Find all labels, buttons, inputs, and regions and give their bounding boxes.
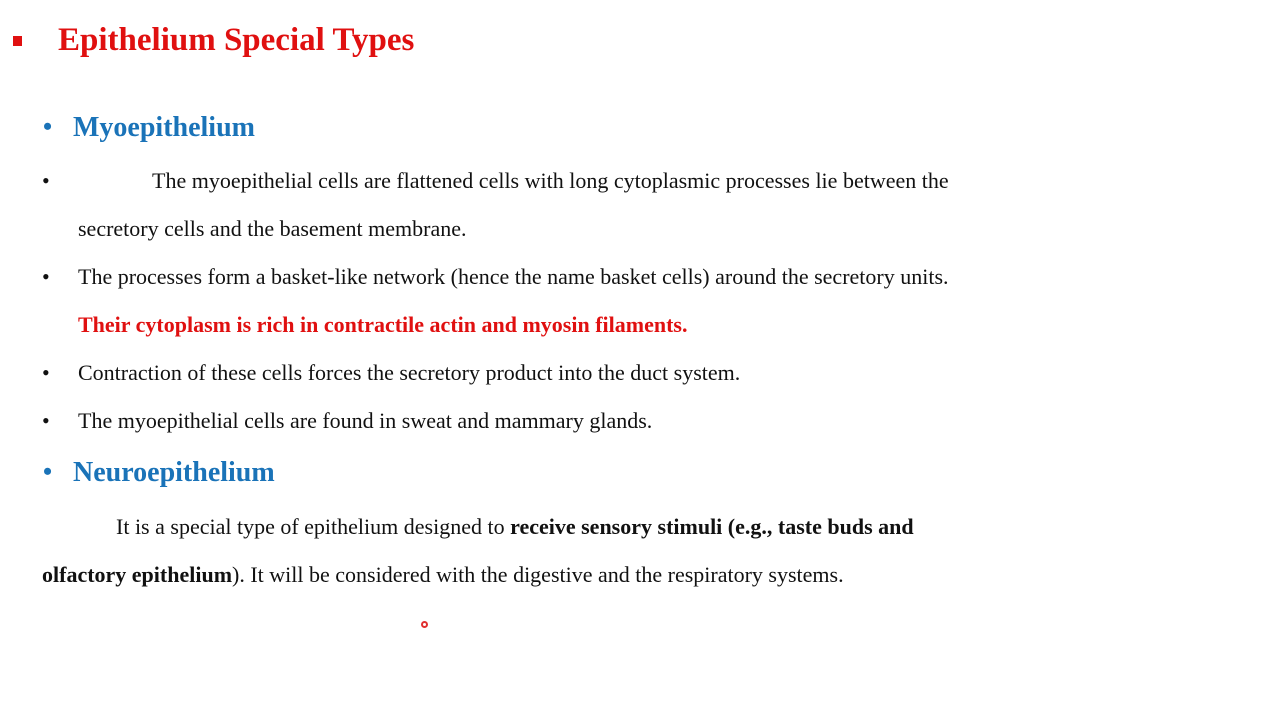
bullet-1: • — [42, 168, 50, 193]
myo-p2-emphasis: Their cytoplasm is rich in contractile actin and myosin filaments. — [78, 312, 688, 337]
neuro-line1-normal: It is a special type of epithelium designed to — [116, 514, 511, 539]
myo-p3: Contraction of these cells forces the secretory product into the duct system. — [78, 360, 741, 385]
laser-pointer-dot — [421, 621, 428, 628]
neuro-line1 — [116, 514, 914, 540]
slide-title: Epithelium Special Types — [58, 22, 415, 58]
myo-p1-line1: The myoepithelial cells are flattened cells with long cytoplasmic processes lie between the — [152, 168, 949, 193]
myo-p1-line2: secretory cells and the basement membrane. — [78, 216, 467, 241]
heading-myoepithelium-text: Myoepithelium — [73, 112, 255, 143]
heading-neuroepithelium-text: Neuroepithelium — [73, 457, 275, 488]
heading-bullet: • — [43, 457, 53, 486]
heading-myoepithelium — [43, 112, 255, 144]
heading-bullet: • — [43, 112, 53, 141]
heading-neuroepithelium — [43, 457, 275, 489]
bullet-4: • — [42, 408, 50, 433]
myo-p2-line1: The processes form a basket-like network (hence the name basket cells) around the secretory units. — [78, 264, 949, 289]
neuro-line2-bold: olfactory epithelium — [42, 562, 233, 587]
bullet-3: • — [42, 360, 50, 385]
bullet-2: • — [42, 264, 50, 289]
myo-p4: The myoepithelial cells are found in sweat and mammary glands. — [78, 408, 653, 433]
neuro-line1-bold: receive sensory stimuli (e.g., taste buds and — [510, 514, 914, 539]
neuro-line2-normal: ). It will be considered with the digestive and the respiratory systems. — [232, 562, 844, 587]
neuro-line2 — [42, 562, 844, 588]
title-bullet-square — [13, 36, 22, 46]
